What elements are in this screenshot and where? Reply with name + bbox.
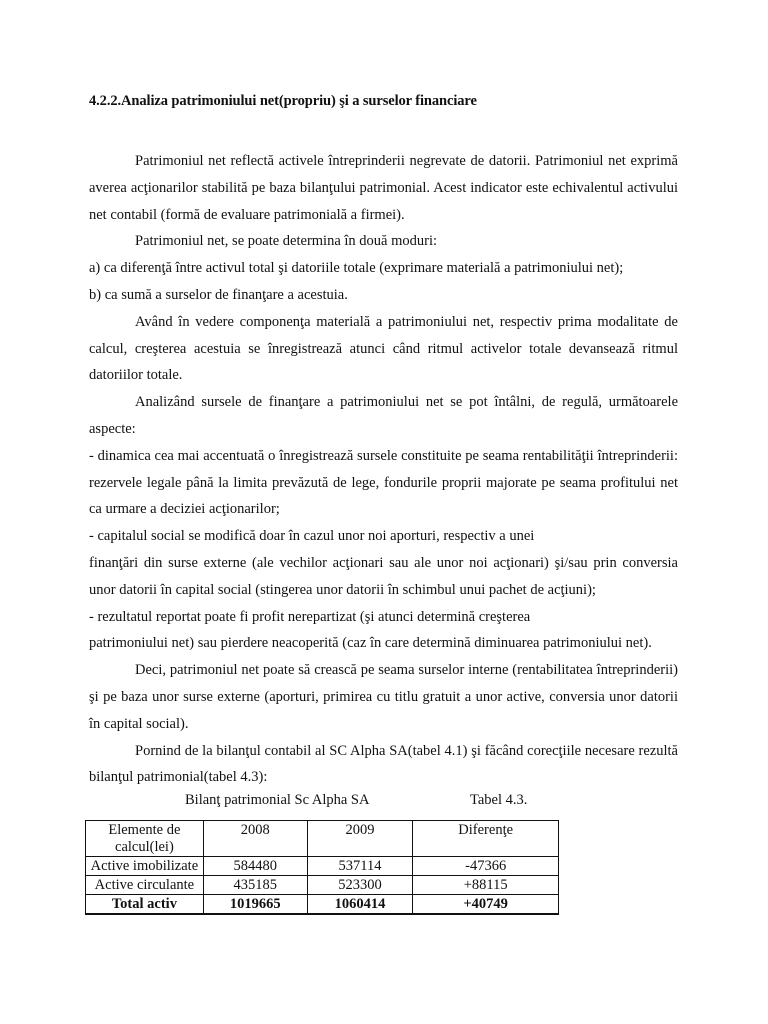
table-row: [86, 876, 559, 895]
header-cell-differences: Diferenţe: [413, 821, 559, 857]
list-item-method-b: b) ca sumă a surselor de finanţare a acestuia.: [89, 286, 348, 303]
cell-difference: -47366: [413, 857, 559, 876]
paragraph-material-composition: Având în vedere componenţa materială a patrimoniului net, respectiv prima modalitate de calcul, creşterea acestuia se înregistrează atunci când ritmul activelor totale devansează ritmul datoriilor totale.: [89, 313, 678, 384]
header-cell-2009: 2009: [307, 821, 413, 857]
row-label: Active circulante: [86, 876, 204, 895]
list-item-dynamics: - dinamica cea mai accentuată o înregistrează sursele constituite pe seama rentabilităţii întreprinderii: rezervele legale până la limita prevăzută de lege, fondurile proprii majorate pe seama profitului net ca urmare a deciziei acţionarilor;: [89, 447, 678, 518]
row-label: Active imobilizate: [86, 857, 204, 876]
table-total-row: [86, 895, 559, 915]
list-item-retained-result: - rezultatul reportat poate fi profit nerepartizat (şi atunci determină creşterea: [89, 608, 531, 625]
paragraph-external-financing: finanţări din surse externe (ale vechilor acţionari sau ale unor noi acţionari) şi/sau prin conversia unor datorii în capital social (stingerea unor datorii în schimbul unui pachet de acţiuni);: [89, 554, 678, 598]
row-label: Total activ: [86, 895, 204, 915]
cell-2008: 584480: [203, 857, 307, 876]
section-heading: 4.2.2.Analiza patrimoniului net(propriu) şi a surselor financiare: [89, 93, 477, 109]
cell-2009: 523300: [307, 876, 413, 895]
table-caption: Bilanţ patrimonial Sc Alpha SA: [185, 792, 370, 808]
cell-difference: +40749: [413, 895, 559, 915]
cell-2008: 435185: [203, 876, 307, 895]
paragraph-definition: Patrimoniul net reflectă activele întreprinderii negrevate de datorii. Patrimoniul net exprimă averea acţionarilor stabilită pe baza bilanţului patrimonial. Acest indicator este echivalentul activului net contabil (formă de evaluare patrimonială a firmei).: [89, 153, 678, 223]
paragraph-conclusion: Deci, patrimoniul net poate să crească pe seama surselor interne (rentabilitatea întreprinderii) şi pe baza unor surse externe (aporturi, primirea cu titlu gratuit a unor active, conversia unor datorii în capital social).: [89, 662, 678, 732]
list-item-share-capital: - capitalul social se modifică doar în cazul unor noi aporturi, respectiv a unei: [89, 528, 535, 545]
cell-difference: +88115: [413, 876, 559, 895]
paragraph-sources-intro: Analizând sursele de finanţare a patrimoniului net se pot întâlni, de regulă, următoarele aspecte:: [89, 394, 678, 437]
cell-2009: 1060414: [307, 895, 413, 915]
header-cell-2008: 2008: [203, 821, 307, 857]
paragraph-net-worth-effect: patrimoniului net) sau pierdere neacoperită (caz în care determină diminuarea patrimoniului net).: [89, 635, 652, 652]
paragraph-methods-intro: Patrimoniul net, se poate determina în două moduri:: [135, 233, 438, 250]
cell-2008: 1019665: [203, 895, 307, 915]
list-item-method-a: a) ca diferenţă între activul total şi datoriile totale (exprimare materială a patrimoniului net);: [89, 260, 624, 277]
balance-sheet-table: [85, 820, 559, 915]
paragraph-table-intro: Pornind de la bilanţul contabil al SC Alpha SA(tabel 4.1) şi făcând corecţiile necesare rezultă bilanţul patrimonial(tabel 4.3):: [89, 742, 678, 786]
table-row: [86, 857, 559, 876]
document-body: [89, 148, 678, 791]
table-header-row: [86, 821, 559, 857]
cell-2009: 537114: [307, 857, 413, 876]
header-cell-elements: Elemente de calcul(lei): [86, 821, 204, 857]
table-label: Tabel 4.3.: [470, 792, 528, 808]
